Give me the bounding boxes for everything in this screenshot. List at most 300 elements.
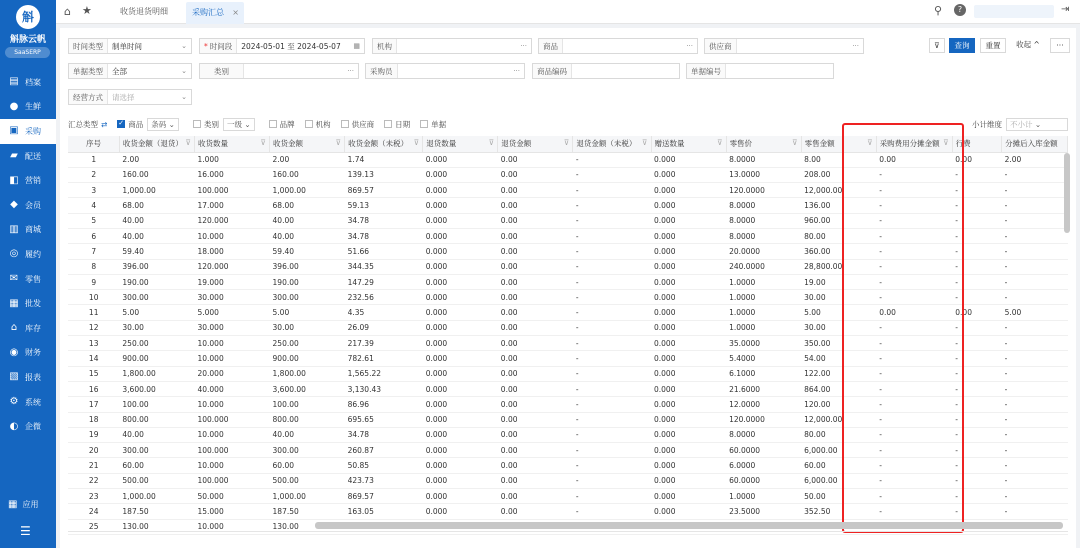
table-cell: 26.09 — [345, 320, 423, 335]
more-icon[interactable]: ··· — [686, 42, 693, 50]
column-header-8[interactable] — [651, 136, 726, 152]
table-cell: 2 — [68, 167, 119, 182]
table-row[interactable] — [68, 381, 1068, 396]
table-cell: - — [573, 458, 651, 473]
sidebar-item-label: 报表 — [25, 372, 41, 382]
table-cell: 100.000 — [194, 183, 269, 198]
table-cell: 396.00 — [119, 259, 194, 274]
table-cell: 15 — [68, 366, 119, 381]
table-cell: 17 — [68, 397, 119, 412]
sidebar-item-11[interactable] — [0, 341, 56, 366]
table-row[interactable] — [68, 198, 1068, 213]
goods-code-field[interactable] — [532, 63, 680, 79]
table-cell: 34.78 — [345, 213, 423, 228]
table-cell: 1,000.00 — [119, 183, 194, 198]
tab-receipt-return-detail[interactable]: 收货退货明细 — [120, 7, 168, 16]
table-body — [68, 152, 1068, 534]
table-cell: - — [573, 290, 651, 305]
table-cell: 21.6000 — [726, 381, 801, 396]
table-cell: 10.000 — [194, 519, 269, 534]
filter-icon[interactable]: ⊽ — [867, 138, 873, 148]
table-cell: 13.0000 — [726, 167, 801, 182]
table-cell: 0.00 — [498, 397, 573, 412]
main-content — [60, 28, 1076, 548]
table-cell: 16 — [68, 381, 119, 396]
sidebar-item-10[interactable] — [0, 316, 56, 341]
field-label: 单据编号 — [687, 64, 726, 78]
diamond-icon: ◆ — [10, 199, 18, 211]
table-cell: 51.66 — [345, 244, 423, 259]
table-cell: 350.00 — [801, 336, 876, 351]
date-to: 2024-05-07 — [297, 41, 341, 51]
category-checkbox[interactable] — [193, 120, 201, 128]
table-row[interactable] — [68, 504, 1068, 519]
table-row[interactable] — [68, 473, 1068, 488]
filter-icon[interactable]: ⊽ — [792, 138, 798, 148]
table-cell: - — [573, 244, 651, 259]
table-cell: 100.00 — [270, 397, 345, 412]
table-cell: - — [952, 213, 1001, 228]
table-cell: 50.00 — [801, 489, 876, 504]
table-cell: - — [573, 351, 651, 366]
sidebar-item-9[interactable] — [0, 291, 56, 316]
filter-icon[interactable]: ⊽ — [563, 138, 570, 148]
field-label: 商品 — [539, 39, 563, 53]
table-cell: 5.000 — [194, 305, 269, 320]
table-cell: - — [1002, 336, 1068, 351]
table-cell: 8.0000 — [726, 213, 801, 228]
query-button[interactable]: 查询 — [949, 38, 975, 53]
table-cell: 60.00 — [119, 458, 194, 473]
field-label: * 时间段 — [200, 39, 237, 53]
table-cell: 0.000 — [423, 412, 498, 427]
table-cell: 136.00 — [801, 198, 876, 213]
table-cell: 396.00 — [270, 259, 345, 274]
table-row[interactable] — [68, 183, 1068, 198]
table-cell: 34.78 — [345, 228, 423, 243]
table-cell: - — [1002, 381, 1068, 396]
sidebar-item-14[interactable] — [0, 414, 56, 439]
table-cell: - — [876, 443, 952, 458]
column-header-12[interactable] — [952, 136, 1001, 152]
sidebar-item-0[interactable] — [0, 70, 56, 95]
table-cell: 30.00 — [801, 290, 876, 305]
wechat-icon: ◐ — [9, 420, 19, 432]
search-icon[interactable]: ⚲ — [934, 4, 943, 17]
help-icon[interactable]: ? — [954, 4, 966, 16]
table-cell: 23 — [68, 489, 119, 504]
header-label: 收货金额 — [273, 139, 304, 149]
table-cell: 12,000.00 — [801, 412, 876, 427]
sidebar-item-2[interactable] — [0, 119, 56, 144]
summary-options — [68, 117, 1068, 131]
level-select[interactable]: 一级 ⌄ — [223, 118, 255, 131]
reset-button[interactable]: 重置 — [980, 38, 1006, 53]
table-row[interactable] — [68, 152, 1068, 167]
table-cell: - — [876, 397, 952, 412]
table-cell: 6,000.00 — [801, 473, 876, 488]
filter-icon[interactable]: ⊽ — [488, 138, 495, 148]
more-icon[interactable]: ··· — [347, 67, 354, 75]
table-cell: - — [876, 183, 952, 198]
header-label: 退货金额 — [501, 139, 532, 149]
sidebar-item-label: 履约 — [25, 249, 41, 259]
table-cell: - — [1002, 473, 1068, 488]
table-cell: 0.000 — [651, 381, 726, 396]
table-cell: 5 — [68, 213, 119, 228]
more-icon[interactable]: ··· — [852, 42, 859, 50]
table-cell: 0.00 — [498, 473, 573, 488]
barcode-select[interactable]: 条码 ⌄ — [147, 118, 179, 131]
sidebar-item-12[interactable] — [0, 365, 56, 390]
collapse-button[interactable]: 收起 ^ — [1011, 38, 1045, 53]
table-row[interactable] — [68, 366, 1068, 381]
table-cell: - — [1002, 259, 1068, 274]
data-grid — [68, 136, 1072, 548]
column-header-2[interactable] — [194, 136, 269, 152]
table-cell: 25 — [68, 519, 119, 534]
more-icon[interactable]: ··· — [513, 67, 520, 75]
star-icon[interactable]: ★ — [82, 4, 92, 17]
table-cell: 147.29 — [345, 274, 423, 289]
vertical-scrollbar[interactable] — [1064, 153, 1070, 233]
table-row[interactable] — [68, 397, 1068, 412]
org-field[interactable] — [372, 38, 532, 54]
subtotal-select[interactable]: 不小计 ⌄ — [1006, 118, 1068, 131]
sidebar-item-apps[interactable] — [8, 499, 38, 510]
org-option-label: 机构 — [315, 119, 331, 129]
table-cell: - — [573, 305, 651, 320]
table-cell: 16.000 — [194, 167, 269, 182]
table-cell: - — [876, 458, 952, 473]
table-row[interactable] — [68, 274, 1068, 289]
table-cell: 0.00 — [498, 443, 573, 458]
summary-table — [68, 136, 1068, 535]
table-cell: - — [573, 167, 651, 182]
table-footer — [68, 531, 1068, 547]
table-cell: 352.50 — [801, 504, 876, 519]
table-cell: 250.00 — [270, 336, 345, 351]
table-cell: 960.00 — [801, 213, 876, 228]
brand-checkbox[interactable] — [269, 120, 277, 128]
table-cell: 3,130.43 — [345, 381, 423, 396]
table-cell: 0.00 — [498, 412, 573, 427]
table-cell: 0.000 — [423, 504, 498, 519]
goods-checkbox[interactable] — [117, 120, 125, 128]
table-cell: - — [1002, 274, 1068, 289]
table-row[interactable] — [68, 320, 1068, 335]
home-icon[interactable]: ⌂ — [64, 5, 71, 18]
table-row[interactable] — [68, 427, 1068, 442]
filter-icon[interactable]: ⊽ — [335, 138, 342, 148]
table-cell: 0.000 — [651, 504, 726, 519]
column-header-13[interactable] — [1002, 136, 1068, 152]
table-cell: 35.0000 — [726, 336, 801, 351]
purchase-icon: ▣ — [9, 125, 19, 137]
table-cell: 0.000 — [423, 152, 498, 167]
table-row[interactable] — [68, 167, 1068, 182]
biz-mode-select[interactable] — [68, 89, 192, 105]
sidebar-item-label: 商城 — [25, 225, 41, 235]
table-cell: 900.00 — [270, 351, 345, 366]
top-bar — [56, 0, 1080, 24]
table-cell: - — [876, 198, 952, 213]
subtotal-label: 小计维度 — [972, 119, 1002, 129]
field-label: 经营方式 — [69, 90, 108, 104]
table-cell: 0.000 — [651, 320, 726, 335]
table-cell: - — [876, 167, 952, 182]
column-header-3[interactable] — [270, 136, 345, 152]
sidebar-item-13[interactable] — [0, 390, 56, 415]
date-checkbox[interactable] — [384, 120, 392, 128]
horizontal-scrollbar[interactable] — [315, 522, 1063, 529]
field-label: 供应商 — [705, 39, 737, 53]
filter-icon[interactable]: ⊽ — [260, 138, 267, 148]
table-cell: 163.05 — [345, 504, 423, 519]
table-cell: - — [952, 351, 1001, 366]
table-cell: 40.000 — [194, 381, 269, 396]
table-cell: - — [952, 336, 1001, 351]
table-cell: 0.00 — [952, 305, 1001, 320]
table-cell: 208.00 — [801, 167, 876, 182]
goods-field[interactable] — [538, 38, 698, 54]
sidebar-nav — [0, 70, 56, 439]
more-icon[interactable]: ··· — [520, 42, 527, 50]
table-cell: 232.56 — [345, 290, 423, 305]
sidebar-item-label: 营销 — [25, 176, 41, 186]
table-cell: 0.000 — [423, 458, 498, 473]
doc-type-select[interactable] — [68, 63, 192, 79]
table-cell: - — [573, 381, 651, 396]
table-cell: - — [573, 228, 651, 243]
table-cell: 0.00 — [498, 351, 573, 366]
table-row[interactable] — [68, 412, 1068, 427]
table-cell: 100.000 — [194, 443, 269, 458]
column-header-11[interactable] — [876, 136, 952, 152]
table-cell: 0.00 — [498, 320, 573, 335]
table-row[interactable] — [68, 213, 1068, 228]
table-cell: 1 — [68, 152, 119, 167]
field-label: 采购员 — [366, 64, 398, 78]
table-cell: 0.000 — [423, 183, 498, 198]
table-cell: 80.00 — [801, 427, 876, 442]
table-cell: - — [573, 473, 651, 488]
table-cell: 0.00 — [498, 305, 573, 320]
table-cell: - — [952, 473, 1001, 488]
time-type-select[interactable] — [68, 38, 192, 54]
table-cell: 0.000 — [651, 489, 726, 504]
filter-icon[interactable]: ⊽ — [929, 38, 945, 53]
table-cell: 30.000 — [194, 290, 269, 305]
filter-icon[interactable]: ⊽ — [642, 138, 648, 148]
column-header-7[interactable] — [573, 136, 651, 152]
table-cell: - — [952, 198, 1001, 213]
table-cell: - — [876, 427, 952, 442]
date-option-label: 日期 — [395, 119, 411, 129]
table-cell: 122.00 — [801, 366, 876, 381]
table-cell: 0.000 — [423, 274, 498, 289]
table-row[interactable] — [68, 489, 1068, 504]
table-cell: 0.000 — [651, 397, 726, 412]
table-cell: 0.00 — [876, 305, 952, 320]
table-cell: 2.00 — [119, 152, 194, 167]
table-cell: - — [876, 259, 952, 274]
menu-toggle-icon[interactable]: ☰ — [20, 524, 31, 538]
sidebar-item-8[interactable] — [0, 267, 56, 292]
table-cell: - — [573, 183, 651, 198]
table-cell: - — [876, 504, 952, 519]
table-cell: 1,000.00 — [119, 489, 194, 504]
column-header-1[interactable] — [119, 136, 194, 152]
tab-purchase-summary[interactable] — [186, 2, 244, 24]
more-button[interactable]: ··· — [1050, 38, 1070, 53]
table-cell: 130.00 — [270, 519, 345, 534]
supplier-field[interactable] — [704, 38, 864, 54]
table-cell: 24 — [68, 504, 119, 519]
sidebar-item-label: 库存 — [25, 323, 41, 333]
table-row[interactable] — [68, 351, 1068, 366]
table-cell: - — [876, 412, 952, 427]
table-cell: 300.00 — [119, 290, 194, 305]
table-cell: 86.96 — [345, 397, 423, 412]
column-header-6[interactable] — [498, 136, 573, 152]
document-checkbox[interactable] — [420, 120, 428, 128]
table-cell: 34.78 — [345, 427, 423, 442]
table-row[interactable] — [68, 305, 1068, 320]
table-cell: 12.0000 — [726, 397, 801, 412]
table-cell: - — [573, 366, 651, 381]
sidebar-item-6[interactable] — [0, 218, 56, 243]
sidebar-item-7[interactable] — [0, 242, 56, 267]
sidebar-item-5[interactable] — [0, 193, 56, 218]
select-value: 不小计 — [1010, 119, 1033, 129]
marketing-icon: ◧ — [9, 174, 19, 186]
table-cell: 0.00 — [498, 489, 573, 504]
table-cell: 19 — [68, 427, 119, 442]
table-cell: - — [952, 412, 1001, 427]
sidebar-item-4[interactable] — [0, 168, 56, 193]
category-field[interactable] — [199, 63, 359, 79]
logout-icon[interactable]: ⇥ — [1061, 4, 1070, 15]
table-row[interactable] — [68, 228, 1068, 243]
table-row[interactable] — [68, 290, 1068, 305]
apps-icon: ▦ — [8, 499, 18, 510]
sidebar-item-label: 批发 — [25, 299, 41, 309]
table-cell: - — [1002, 397, 1068, 412]
table-cell: - — [573, 198, 651, 213]
column-header-5[interactable] — [423, 136, 498, 152]
filter-icon[interactable]: ⊽ — [717, 138, 723, 148]
time-range-picker[interactable] — [199, 38, 365, 54]
table-cell: 19.000 — [194, 274, 269, 289]
field-placeholder: 请选择 — [112, 92, 135, 102]
table-cell: 68.00 — [270, 198, 345, 213]
table-cell: - — [876, 366, 952, 381]
header-label: 零售金额 — [804, 139, 835, 149]
table-cell: 344.35 — [345, 259, 423, 274]
table-cell: 60.00 — [270, 458, 345, 473]
table-cell: 59.40 — [119, 244, 194, 259]
filter-icon[interactable]: ⊽ — [413, 138, 420, 148]
column-header-4[interactable] — [345, 136, 423, 152]
table-cell: 1.0000 — [726, 305, 801, 320]
close-icon[interactable]: × — [232, 8, 239, 17]
date-from: 2024-05-01 — [241, 41, 285, 51]
header-label: 收货金额（未税） — [348, 139, 409, 149]
table-cell: - — [876, 320, 952, 335]
table-cell: - — [876, 489, 952, 504]
table-cell: - — [876, 381, 952, 396]
column-header-0[interactable] — [68, 136, 119, 152]
table-row[interactable] — [68, 336, 1068, 351]
column-header-10[interactable] — [801, 136, 876, 152]
table-cell: - — [1002, 198, 1068, 213]
supplier-option-label: 供应商 — [351, 119, 375, 129]
brand-option-label: 品牌 — [279, 119, 295, 129]
table-cell: 187.50 — [119, 504, 194, 519]
table-cell: 1.0000 — [726, 489, 801, 504]
sidebar-item-3[interactable] — [0, 144, 56, 169]
file-icon: ▤ — [9, 76, 19, 88]
table-cell: 3 — [68, 183, 119, 198]
table-cell: - — [1002, 213, 1068, 228]
table-cell: 19.00 — [801, 274, 876, 289]
table-cell: 17.000 — [194, 198, 269, 213]
org-checkbox[interactable] — [305, 120, 313, 128]
table-cell: - — [876, 244, 952, 259]
sidebar-item-label: 系统 — [25, 397, 41, 407]
table-cell: 59.13 — [345, 198, 423, 213]
sidebar-item-1[interactable] — [0, 95, 56, 120]
table-cell: 10.000 — [194, 397, 269, 412]
table-cell: - — [1002, 443, 1068, 458]
buyer-field[interactable] — [365, 63, 525, 79]
user-info[interactable] — [974, 5, 1054, 18]
swap-icon[interactable]: ⇄ — [101, 119, 108, 129]
filter-icon[interactable]: ⊽ — [185, 138, 191, 148]
table-cell: 18 — [68, 412, 119, 427]
table-cell: - — [1002, 290, 1068, 305]
header-label: 序号 — [85, 139, 101, 149]
table-cell: 5.4000 — [726, 351, 801, 366]
table-row[interactable] — [68, 259, 1068, 274]
table-cell: 0.000 — [423, 259, 498, 274]
table-row[interactable] — [68, 244, 1068, 259]
table-cell: 10.000 — [194, 351, 269, 366]
table-cell: 40.00 — [119, 228, 194, 243]
doc-no-field[interactable] — [686, 63, 834, 79]
filter-icon[interactable]: ⊽ — [943, 138, 949, 148]
table-cell: - — [952, 244, 1001, 259]
table-cell: 187.50 — [270, 504, 345, 519]
table-cell: 139.13 — [345, 167, 423, 182]
table-cell: 9 — [68, 274, 119, 289]
column-header-9[interactable] — [726, 136, 801, 152]
table-cell: 8.0000 — [726, 228, 801, 243]
supplier-checkbox[interactable] — [341, 120, 349, 128]
table-row[interactable] — [68, 443, 1068, 458]
gear-icon: ⚙ — [9, 396, 19, 408]
table-cell: 0.00 — [498, 458, 573, 473]
table-cell: 4.35 — [345, 305, 423, 320]
document-option-label: 单据 — [431, 119, 447, 129]
table-cell: 0.000 — [651, 427, 726, 442]
warehouse-icon: ⌂ — [10, 322, 18, 334]
table-cell: 10 — [68, 290, 119, 305]
table-cell: 0.000 — [651, 198, 726, 213]
table-row[interactable] — [68, 458, 1068, 473]
table-cell: - — [1002, 228, 1068, 243]
